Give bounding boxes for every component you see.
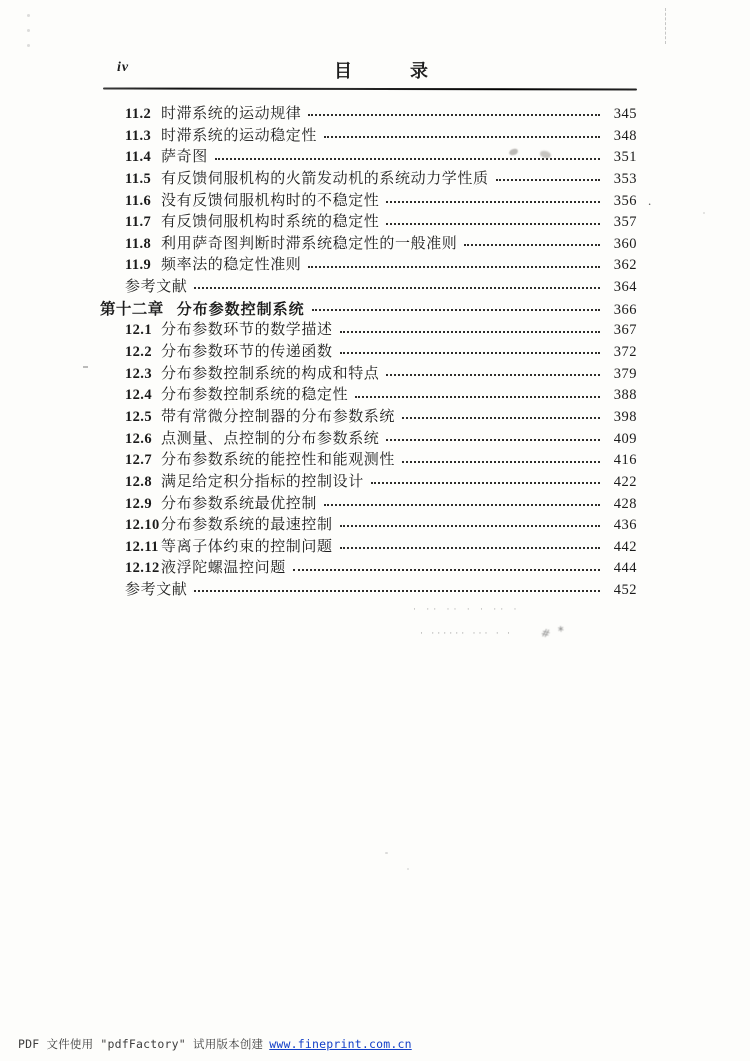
toc-entry-title: 带有常微分控制器的分布参数系统 xyxy=(161,408,396,425)
dot-leader xyxy=(308,114,600,116)
dot-leader xyxy=(308,266,600,268)
dot-leader xyxy=(324,136,600,138)
dot-leader xyxy=(312,309,600,311)
dot-leader xyxy=(340,352,600,354)
scan-artifact-dot: . xyxy=(648,193,652,208)
scan-artifact-speck xyxy=(27,44,30,47)
toc-entry-page: 348 xyxy=(613,127,637,144)
toc-row xyxy=(100,492,637,514)
scan-artifact-scribble: # xyxy=(539,626,552,641)
toc-entry-page: 452 xyxy=(613,582,637,599)
toc-entry-page: 398 xyxy=(613,408,637,425)
toc-entry-title: 满足给定积分指标的控制设计 xyxy=(161,473,364,490)
header-rule xyxy=(103,87,637,90)
toc-entry-title: 参考文献 xyxy=(125,582,188,599)
toc-entry-page: 409 xyxy=(613,430,637,447)
scan-artifact-speck xyxy=(703,212,705,214)
toc-entry-page: 364 xyxy=(613,279,637,296)
dot-leader xyxy=(340,547,600,549)
toc-entry-number: 12.2 xyxy=(125,344,152,361)
toc-entry-title: 分布参数控制系统的构成和特点 xyxy=(161,365,380,382)
toc-row xyxy=(100,513,637,535)
dot-leader xyxy=(215,158,600,160)
scan-artifact-pencil-marks: · ·· ·· · · ·· · xyxy=(413,604,521,614)
dot-leader xyxy=(371,482,600,484)
toc-entry-page: 362 xyxy=(613,257,637,274)
toc-entry-title: 时滞系统的运动规律 xyxy=(161,106,302,122)
toc-entry-number: 12.4 xyxy=(125,387,152,404)
toc-entry-number: 11.5 xyxy=(125,170,152,187)
scan-artifact-speck xyxy=(27,14,30,17)
toc-entry-page: 351 xyxy=(613,149,637,166)
toc-row xyxy=(100,470,637,492)
toc-entry-number: 12.1 xyxy=(125,322,152,339)
toc-chapter-title: 分布参数控制系统 xyxy=(176,301,305,318)
toc-entry-number: 11.4 xyxy=(125,149,152,166)
toc-entry-title: 有反馈伺服机构时系统的稳定性 xyxy=(161,214,380,231)
toc-entry-title: 分布参数系统的最速控制 xyxy=(161,517,333,534)
pdffactory-watermark xyxy=(18,1036,412,1052)
toc-entry-number: 12.9 xyxy=(125,495,152,512)
toc-entry-number: 11.8 xyxy=(125,235,152,252)
toc-row-references xyxy=(100,578,637,600)
page-title: 目录 xyxy=(334,61,486,81)
toc-entry-number: 12.6 xyxy=(125,430,152,447)
toc-entry-page: 372 xyxy=(613,344,637,361)
scan-artifact-pencil-marks: · ······ ··· · · xyxy=(420,628,513,638)
toc-entry-title: 分布参数环节的数学描述 xyxy=(161,322,333,339)
toc-row xyxy=(100,167,637,189)
toc-entry-number: 12.10 xyxy=(125,517,160,534)
toc-entry-page: 428 xyxy=(613,495,637,512)
scan-artifact-dashed-line xyxy=(665,8,666,44)
toc-entry-number: 12.7 xyxy=(125,452,152,469)
toc-entry-page: 422 xyxy=(613,473,637,490)
dot-leader xyxy=(496,179,600,181)
toc-entry-page: 366 xyxy=(613,301,637,318)
toc-row xyxy=(100,232,637,254)
toc-entry-number: 11.6 xyxy=(125,192,152,209)
dot-leader xyxy=(194,287,600,289)
dot-leader xyxy=(386,439,600,441)
toc-row xyxy=(100,448,637,470)
dot-leader xyxy=(386,223,600,225)
toc-chapter-number: 第十二章 xyxy=(100,300,164,318)
toc-entry-title: 分布参数系统最优控制 xyxy=(161,495,318,512)
toc-entry-title: 参考文献 xyxy=(125,279,188,296)
dot-leader xyxy=(402,417,600,419)
toc-row xyxy=(100,318,637,340)
toc-row xyxy=(100,383,637,405)
toc-row xyxy=(100,145,637,167)
toc-entry-page: 345 xyxy=(613,106,637,122)
toc-row xyxy=(100,189,637,211)
toc-entry-page: 388 xyxy=(613,387,637,404)
toc-entry-number: 12.8 xyxy=(125,473,152,490)
dot-leader xyxy=(340,331,600,333)
toc-entry-title: 时滞系统的运动稳定性 xyxy=(161,127,318,144)
toc-row-chapter xyxy=(100,297,637,319)
toc-entry-page: 436 xyxy=(613,517,637,534)
watermark-text: PDF 文件使用 "pdfFactory" 试用版本创建 xyxy=(18,1037,264,1051)
toc-entry-page: 357 xyxy=(613,214,637,231)
toc-entry-title: 利用萨奇图判断时滞系统稳定性的一般准则 xyxy=(161,235,458,252)
toc-entry-number: 11.2 xyxy=(125,106,152,122)
toc-entry-title: 频率法的稳定性准则 xyxy=(161,257,302,274)
scan-artifact-speck xyxy=(407,868,409,870)
toc-entry-title: 分布参数环节的传递函数 xyxy=(161,344,333,361)
toc-row xyxy=(100,362,637,384)
toc-entry-page: 442 xyxy=(613,538,637,555)
toc-entry-page: 360 xyxy=(613,235,637,252)
scan-artifact-speck xyxy=(385,852,388,854)
toc-row xyxy=(100,210,637,232)
toc-row xyxy=(100,556,637,578)
toc-row xyxy=(100,427,637,449)
toc-entry-number: 12.3 xyxy=(125,365,152,382)
toc-row xyxy=(100,340,637,362)
toc-entry-page: 444 xyxy=(613,560,637,577)
toc-entry-number: 12.5 xyxy=(125,408,152,425)
dot-leader xyxy=(464,244,600,246)
toc-row xyxy=(100,535,637,557)
scan-artifact-speck xyxy=(27,29,30,32)
toc-entry-title: 分布参数系统的能控性和能观测性 xyxy=(161,452,396,469)
dot-leader xyxy=(386,374,600,376)
toc-entry-number: 11.3 xyxy=(125,127,152,144)
toc-entry-title: 有反馈伺服机构的火箭发动机的系统动力学性质 xyxy=(161,170,489,187)
dot-leader xyxy=(402,461,600,463)
toc-entry-page: 416 xyxy=(613,452,637,469)
fineprint-link[interactable]: www.fineprint.com.cn xyxy=(269,1037,412,1051)
scan-artifact-speck xyxy=(83,366,88,368)
toc-row-references xyxy=(100,275,637,297)
toc-entry-page: 353 xyxy=(613,170,637,187)
toc-entry-title: 分布参数控制系统的稳定性 xyxy=(161,387,349,404)
dot-leader xyxy=(340,525,600,527)
toc-row xyxy=(100,124,637,146)
toc-entry-title: 液浮陀螺温控问题 xyxy=(161,560,286,577)
dot-leader xyxy=(293,569,600,571)
toc-entry-number: 11.9 xyxy=(125,257,152,274)
scan-artifact-scribble: * xyxy=(557,623,565,639)
toc-entry-number: 12.12 xyxy=(125,560,160,577)
toc-entry-page: 367 xyxy=(613,322,637,339)
toc-entry-title: 等离子体约束的控制问题 xyxy=(161,538,333,555)
toc-entry-title: 没有反馈伺服机构时的不稳定性 xyxy=(161,192,380,209)
dot-leader xyxy=(386,201,600,203)
table-of-contents xyxy=(100,102,637,600)
toc-row xyxy=(100,253,637,275)
toc-entry-number: 11.7 xyxy=(125,214,152,231)
toc-entry-number: 12.11 xyxy=(125,538,159,555)
toc-entry-title: 萨奇图 xyxy=(161,149,208,166)
toc-entry-page: 379 xyxy=(613,365,637,382)
dot-leader xyxy=(355,396,600,398)
dot-leader xyxy=(194,590,600,592)
dot-leader xyxy=(324,504,600,506)
page-number-label: iv xyxy=(117,60,130,75)
toc-entry-page: 356 xyxy=(613,192,637,209)
toc-row xyxy=(100,102,637,124)
toc-row xyxy=(100,405,637,427)
toc-entry-title: 点测量、点控制的分布参数系统 xyxy=(161,430,380,447)
